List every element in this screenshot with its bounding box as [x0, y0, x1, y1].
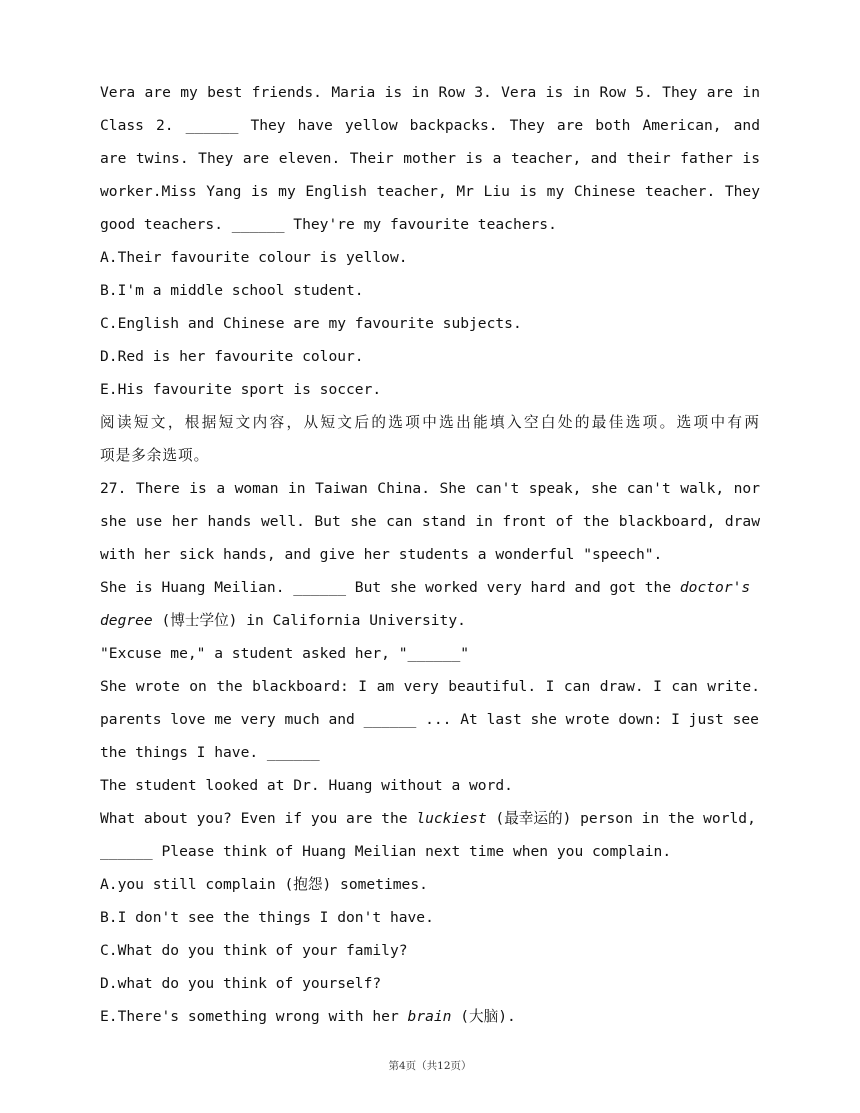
passage2-line: The student looked at Dr. Huang without a word.	[100, 777, 513, 794]
text: (大脑).	[460, 1008, 516, 1025]
option-e: E.His favourite sport is soccer.	[100, 381, 382, 398]
italic-term: brain	[407, 1008, 452, 1025]
passage1-line: are twins. They are eleven. Their mother is a teacher, and their father is	[100, 150, 760, 167]
instructions-line: 项是多余选项。	[100, 447, 210, 464]
passage2-line: parents love me very much and ______ ... At last she wrote down: I just see	[100, 711, 759, 728]
option-b: B.I'm a middle school student.	[100, 282, 364, 299]
page-footer: 第4页（共12页）	[388, 1060, 472, 1072]
passage1-line: good teachers. ______ They're my favourite teachers.	[100, 216, 557, 233]
passage2-line	[100, 802, 760, 835]
option-d: D.what do you think of yourself?	[100, 975, 382, 992]
option-c: C.What do you think of your family?	[100, 942, 408, 959]
passage1-line: Vera are my best friends. Maria is in Row 3. Vera is in Row 5. They are in	[100, 84, 760, 101]
passage2-line: "Excuse me," a student asked her, "______"	[100, 645, 470, 662]
text: E.There's something wrong with her	[100, 1008, 408, 1025]
option-a: A.Their favourite colour is yellow.	[100, 249, 408, 266]
italic-term: doctor's	[679, 579, 751, 596]
instructions-line: 阅读短文，根据短文内容，从短文后的选项中选出能填入空白处的最佳选项。选项中有两	[100, 414, 760, 431]
text: (博士学位) in California University.	[161, 612, 466, 629]
passage2-line	[100, 604, 760, 637]
text: What about you? Even if you are the	[100, 810, 417, 827]
text: She is Huang Meilian. ______ But she worked very hard and got the	[100, 579, 680, 596]
passage2-line: she use her hands well. But she can stand in front of the blackboard, draw	[100, 513, 760, 530]
option-d: D.Red is her favourite colour.	[100, 348, 364, 365]
option-e	[100, 1000, 760, 1033]
passage1-line: worker.Miss Yang is my English teacher, Mr Liu is my Chinese teacher. They	[100, 183, 760, 200]
page-content	[100, 76, 760, 1033]
option-b: B.I don't see the things I don't have.	[100, 909, 434, 926]
passage1-line: Class 2. ______ They have yellow backpacks. They are both American, and	[100, 117, 760, 134]
passage2-line: ______ Please think of Huang Meilian next time when you complain.	[100, 843, 672, 860]
passage2-line: 27. There is a woman in Taiwan China. She can't speak, she can't walk, nor	[100, 480, 760, 497]
option-c: C.English and Chinese are my favourite subjects.	[100, 315, 522, 332]
passage2-line	[100, 571, 760, 604]
passage2-line: with her sick hands, and give her students a wonderful "speech".	[100, 546, 663, 563]
option-a: A.you still complain (抱怨) sometimes.	[100, 876, 428, 893]
italic-term: luckiest	[416, 810, 487, 827]
italic-term: degree	[100, 612, 153, 629]
passage2-line: the things I have. ______	[100, 744, 320, 761]
passage2-line: She wrote on the blackboard: I am very beautiful. I can draw. I can write.	[100, 678, 760, 695]
text: (最幸运的) person in the world,	[495, 810, 756, 827]
